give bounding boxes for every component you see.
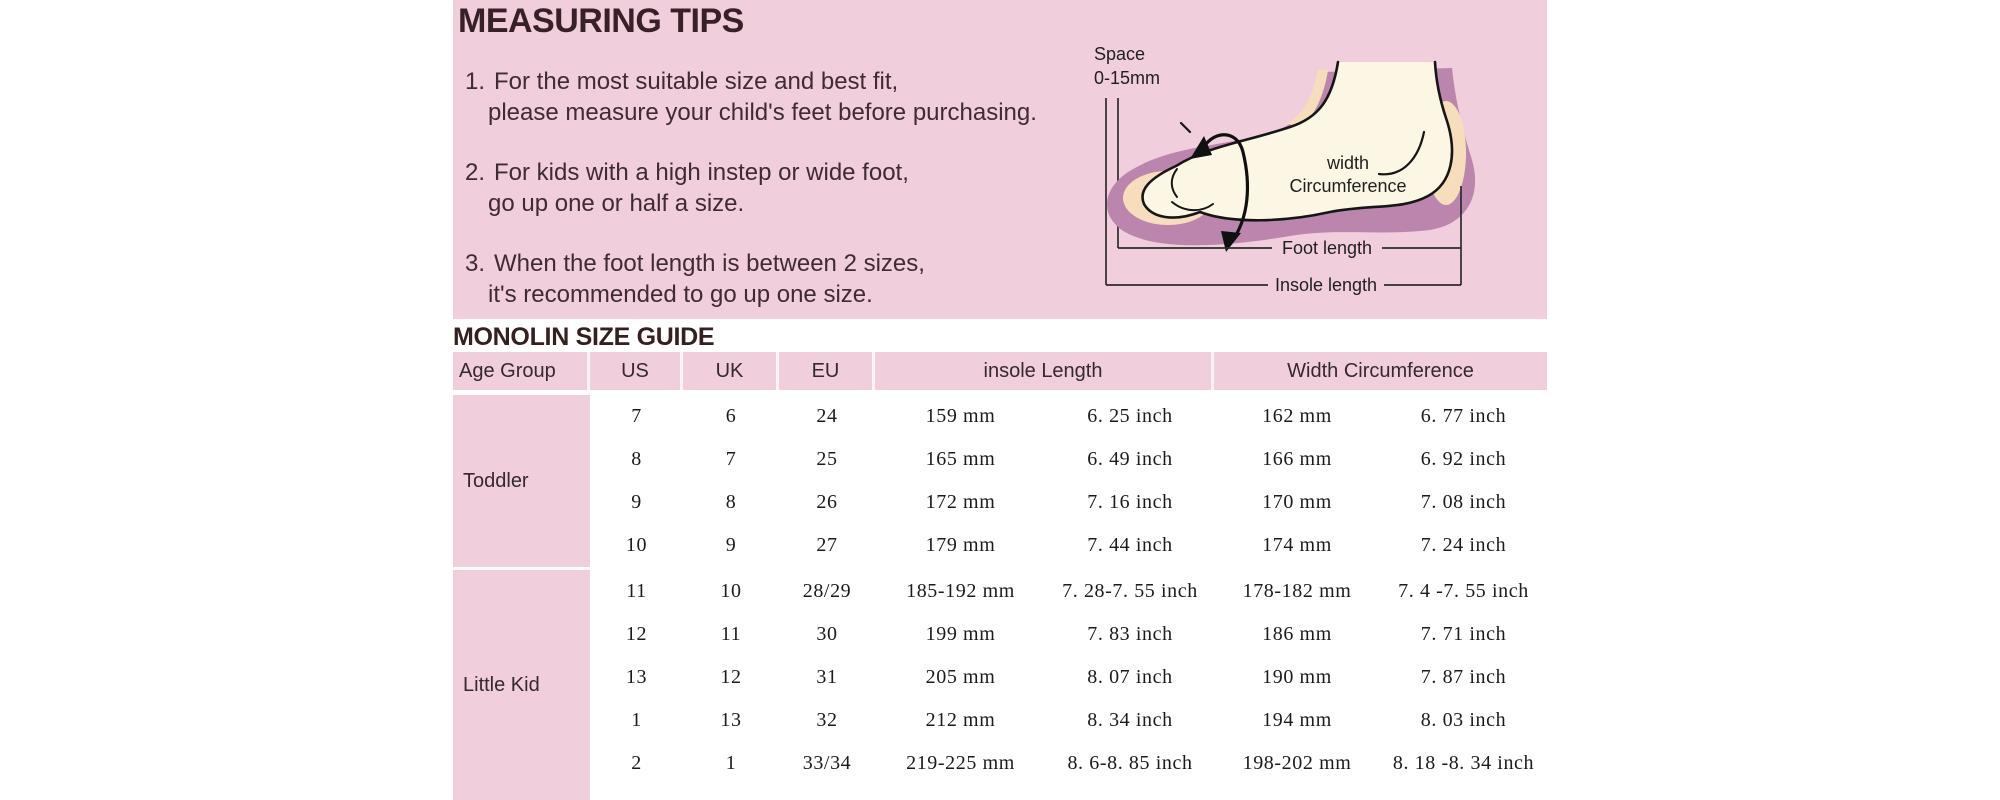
tip-text: it's recommended to go up one size. — [488, 281, 873, 308]
table-row — [590, 742, 1547, 785]
space-label-value: 0-15mm — [1094, 68, 1161, 88]
table-row — [590, 481, 1547, 524]
table-cell: 205 mm — [925, 666, 996, 688]
tip-item — [465, 157, 1037, 219]
table-cell: 8. 18 -8. 34 inch — [1392, 752, 1535, 774]
tips-list — [465, 66, 1037, 339]
tip-text: For the most suitable size and best fit, — [494, 68, 899, 95]
tip-text: go up one or half a size. — [488, 190, 745, 217]
table-cell: 26 — [816, 491, 838, 513]
table-cell: 8. 03 inch — [1420, 709, 1507, 731]
table-cell: 25 — [816, 448, 838, 470]
table-cell: 12 — [720, 666, 742, 688]
size-group-toddler — [453, 395, 1547, 567]
table-cell: 219-225 mm — [906, 752, 1015, 774]
table-cell: 7. 24 inch — [1420, 534, 1507, 556]
table-cell: 165 mm — [925, 448, 996, 470]
age-group-cell: Little Kid — [453, 570, 590, 800]
tip-number: 2. — [465, 159, 486, 186]
header-eu: EU — [779, 352, 875, 390]
tip-item — [465, 66, 1037, 128]
table-cell: 7. 83 inch — [1087, 623, 1173, 645]
insole-length-label: Insole length — [1274, 275, 1378, 295]
table-cell: 194 mm — [1262, 709, 1332, 731]
size-guide-table — [453, 352, 1547, 800]
table-cell: 7 — [725, 448, 737, 470]
table-cell: 7. 08 inch — [1420, 491, 1507, 513]
table-cell: 6. 49 inch — [1087, 448, 1173, 470]
table-row — [590, 395, 1547, 438]
table-cell: 9 — [725, 534, 737, 556]
table-cell: 166 mm — [1262, 448, 1332, 470]
table-cell: 13 — [720, 709, 742, 731]
table-cell: 27 — [816, 534, 838, 556]
table-cell: 190 mm — [1262, 666, 1332, 688]
header-age-group: Age Group — [453, 352, 590, 390]
table-cell: 8. 07 inch — [1087, 666, 1173, 688]
table-cell: 7. 4 -7. 55 inch — [1398, 580, 1529, 602]
table-cell: 7. 87 inch — [1420, 666, 1507, 688]
measuring-tips-panel — [453, 0, 1547, 319]
table-cell: 172 mm — [925, 491, 996, 513]
group-rows — [590, 395, 1547, 567]
table-cell: 32 — [816, 709, 838, 731]
table-cell: 1 — [631, 709, 642, 731]
table-cell: 170 mm — [1262, 491, 1332, 513]
size-group-little-kid — [453, 570, 1547, 800]
header-insole-length: insole Length — [875, 352, 1214, 390]
table-cell: 24 — [816, 405, 838, 427]
table-cell: 10 — [720, 580, 742, 602]
table-cell: 13 — [625, 666, 648, 688]
table-cell: 179 mm — [925, 534, 996, 556]
table-row — [590, 699, 1547, 742]
table-cell: 162 mm — [1262, 405, 1332, 427]
table-cell: 7. 71 inch — [1420, 623, 1507, 645]
header-us: US — [590, 352, 683, 390]
table-cell: 1 — [725, 752, 737, 774]
table-cell: 33/34 — [802, 752, 852, 774]
table-cell: 8. 34 inch — [1087, 709, 1173, 731]
width-circumference-label2: Circumference — [1289, 176, 1407, 196]
table-cell: 10 — [625, 534, 648, 556]
table-cell: 30 — [816, 623, 838, 645]
table-cell: 199 mm — [925, 623, 996, 645]
foot-length-label: Foot length — [1281, 238, 1373, 258]
foot-measurement-diagram — [1080, 28, 1550, 304]
tip-text: For kids with a high instep or wide foot, — [494, 159, 909, 186]
table-cell: 7. 44 inch — [1087, 534, 1173, 556]
age-group-cell: Toddler — [453, 395, 590, 567]
table-cell: 198-202 mm — [1242, 752, 1352, 774]
header-uk: UK — [683, 352, 779, 390]
table-cell: 6 — [725, 405, 737, 427]
table-cell: 11 — [626, 580, 647, 602]
table-row — [590, 570, 1547, 613]
table-header-row — [453, 352, 1547, 390]
size-guide-table-body — [453, 395, 1547, 800]
table-cell: 7 — [631, 405, 642, 427]
tip-text: When the foot length is between 2 sizes, — [494, 250, 925, 277]
table-cell: 7. 16 inch — [1087, 491, 1173, 513]
table-cell: 6. 77 inch — [1420, 405, 1507, 427]
table-cell: 212 mm — [925, 709, 996, 731]
table-cell: 6. 92 inch — [1420, 448, 1507, 470]
table-cell: 31 — [816, 666, 838, 688]
table-cell: 6. 25 inch — [1087, 405, 1173, 427]
space-label: Space — [1094, 44, 1146, 64]
table-cell: 12 — [625, 623, 648, 645]
table-row — [590, 524, 1547, 567]
table-cell: 186 mm — [1262, 623, 1332, 645]
group-rows — [590, 570, 1547, 800]
size-guide-title: MONOLIN SIZE GUIDE — [453, 323, 715, 351]
tip-number: 1. — [465, 68, 486, 95]
table-cell: 11 — [720, 623, 742, 645]
table-cell: 28/29 — [802, 580, 852, 602]
header-width-circumference: Width Circumference — [1214, 352, 1547, 390]
table-row — [590, 656, 1547, 699]
table-row — [590, 438, 1547, 481]
foot-illustration — [1142, 62, 1452, 220]
table-cell: 159 mm — [925, 405, 996, 427]
table-cell: 2 — [631, 752, 642, 774]
table-cell: 7. 28-7. 55 inch — [1062, 580, 1198, 602]
tips-title: MEASURING TIPS — [458, 2, 744, 40]
table-row — [590, 613, 1547, 656]
table-cell: 8 — [725, 491, 737, 513]
table-cell: 9 — [631, 491, 642, 513]
tip-number: 3. — [465, 250, 486, 277]
table-cell: 8. 6-8. 85 inch — [1067, 752, 1193, 774]
table-cell: 185-192 mm — [906, 580, 1015, 602]
tip-item — [465, 248, 1037, 310]
table-cell: 174 mm — [1262, 534, 1332, 556]
table-cell: 178-182 mm — [1242, 580, 1352, 602]
width-circumference-label: width — [1326, 153, 1370, 173]
tip-text: please measure your child's feet before purchasing. — [488, 99, 1037, 126]
table-cell: 8 — [631, 448, 642, 470]
